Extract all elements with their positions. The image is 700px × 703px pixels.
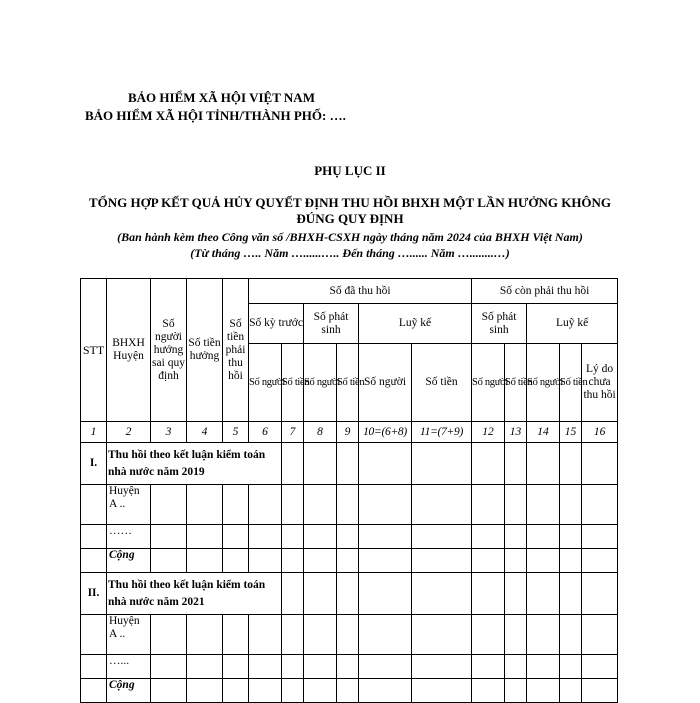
table-row <box>81 525 618 549</box>
report-title-line2: ĐÚNG QUY ĐỊNH <box>296 211 404 226</box>
header-cumulative: Luỹ kế <box>359 304 472 344</box>
section-number: I. <box>81 443 107 485</box>
total-label: Cộng <box>107 549 151 573</box>
col-num: 13 <box>505 422 527 443</box>
header-wrong-people: Số người hưởng sai quy định <box>151 279 187 422</box>
header-row-1 <box>81 279 618 304</box>
header-amount-to-recover: Số tiền phải thu hồi <box>223 279 249 422</box>
header-money-15: Số tiền <box>560 344 582 422</box>
table-row <box>81 615 618 655</box>
col-num: 12 <box>472 422 505 443</box>
header-reason: Lý do chưa thu hồi <box>582 344 618 422</box>
header-people-10: Số người <box>359 344 412 422</box>
total-row <box>81 549 618 573</box>
table-row <box>81 655 618 679</box>
issued-note: (Ban hành kèm theo Công văn số /BHXH-CSXH ngày tháng năm 2024 của BHXH Việt Nam) <box>117 230 583 244</box>
col-num: 11=(7+9) <box>412 422 472 443</box>
column-number-row <box>81 422 618 443</box>
header-arising-remaining: Số phát sinh <box>472 304 527 344</box>
header-cumulative-remaining: Luỹ kế <box>527 304 618 344</box>
period-note: (Từ tháng ….. Năm …......….. Đến tháng …...... Năm …........…) <box>190 246 510 260</box>
org-name: BẢO HIỂM XÃ HỘI VIỆT NAM <box>128 90 315 105</box>
section-title: Thu hồi theo kết luận kiểm toán nhà nước năm 2021 <box>107 573 282 615</box>
header-remaining: Số còn phải thu hồi <box>472 279 618 304</box>
placeholder-dots: …… <box>107 525 151 549</box>
col-num: 5 <box>223 422 249 443</box>
table-row <box>81 485 618 525</box>
district-name: Huyện A .. <box>107 485 151 525</box>
report-title-line1: TỔNG HỢP KẾT QUẢ HỦY QUYẾT ĐỊNH THU HỒI BHXH MỘT LẦN HƯỞNG KHÔNG <box>88 195 612 210</box>
provincial-org-name: BẢO HIỂM XÃ HỘI TỈNH/THÀNH PHỐ: …. <box>85 108 346 123</box>
section-title: Thu hồi theo kết luận kiểm toán nhà nước năm 2019 <box>107 443 282 485</box>
col-num: 8 <box>304 422 337 443</box>
header-amount-received: Số tiền hưởng <box>187 279 223 422</box>
header-stt: STT <box>81 279 107 422</box>
section-number: II. <box>81 573 107 615</box>
placeholder-dots: …... <box>107 655 151 679</box>
col-num: 7 <box>282 422 304 443</box>
col-num: 4 <box>187 422 223 443</box>
total-label: Cộng <box>107 679 151 703</box>
header-people-12: Số người <box>472 344 505 422</box>
header-recovered: Số đã thu hồi <box>249 279 472 304</box>
header-previous-period: Số kỳ trước <box>249 304 304 344</box>
header-people-14: Số người <box>527 344 560 422</box>
district-name: Huyện A .. <box>107 615 151 655</box>
header-people-8: Số người <box>304 344 337 422</box>
header-money-11: Số tiền <box>412 344 472 422</box>
section-row <box>81 573 618 615</box>
report-title <box>80 195 620 227</box>
header-arising: Số phát sinh <box>304 304 359 344</box>
col-num: 6 <box>249 422 282 443</box>
col-num: 10=(6+8) <box>359 422 412 443</box>
col-num: 16 <box>582 422 618 443</box>
total-row <box>81 679 618 703</box>
header-money-9: Số tiền <box>337 344 359 422</box>
header-money-13: Số tiền <box>505 344 527 422</box>
col-num: 3 <box>151 422 187 443</box>
header-money-7: Số tiền <box>282 344 304 422</box>
col-num: 1 <box>81 422 107 443</box>
report-table <box>80 278 618 703</box>
section-row <box>81 443 618 485</box>
col-num: 9 <box>337 422 359 443</box>
header-people-6: Số người <box>249 344 282 422</box>
header-district: BHXH Huyện <box>107 279 151 422</box>
appendix-title: PHỤ LỤC II <box>314 163 386 178</box>
col-num: 15 <box>560 422 582 443</box>
col-num: 14 <box>527 422 560 443</box>
col-num: 2 <box>107 422 151 443</box>
